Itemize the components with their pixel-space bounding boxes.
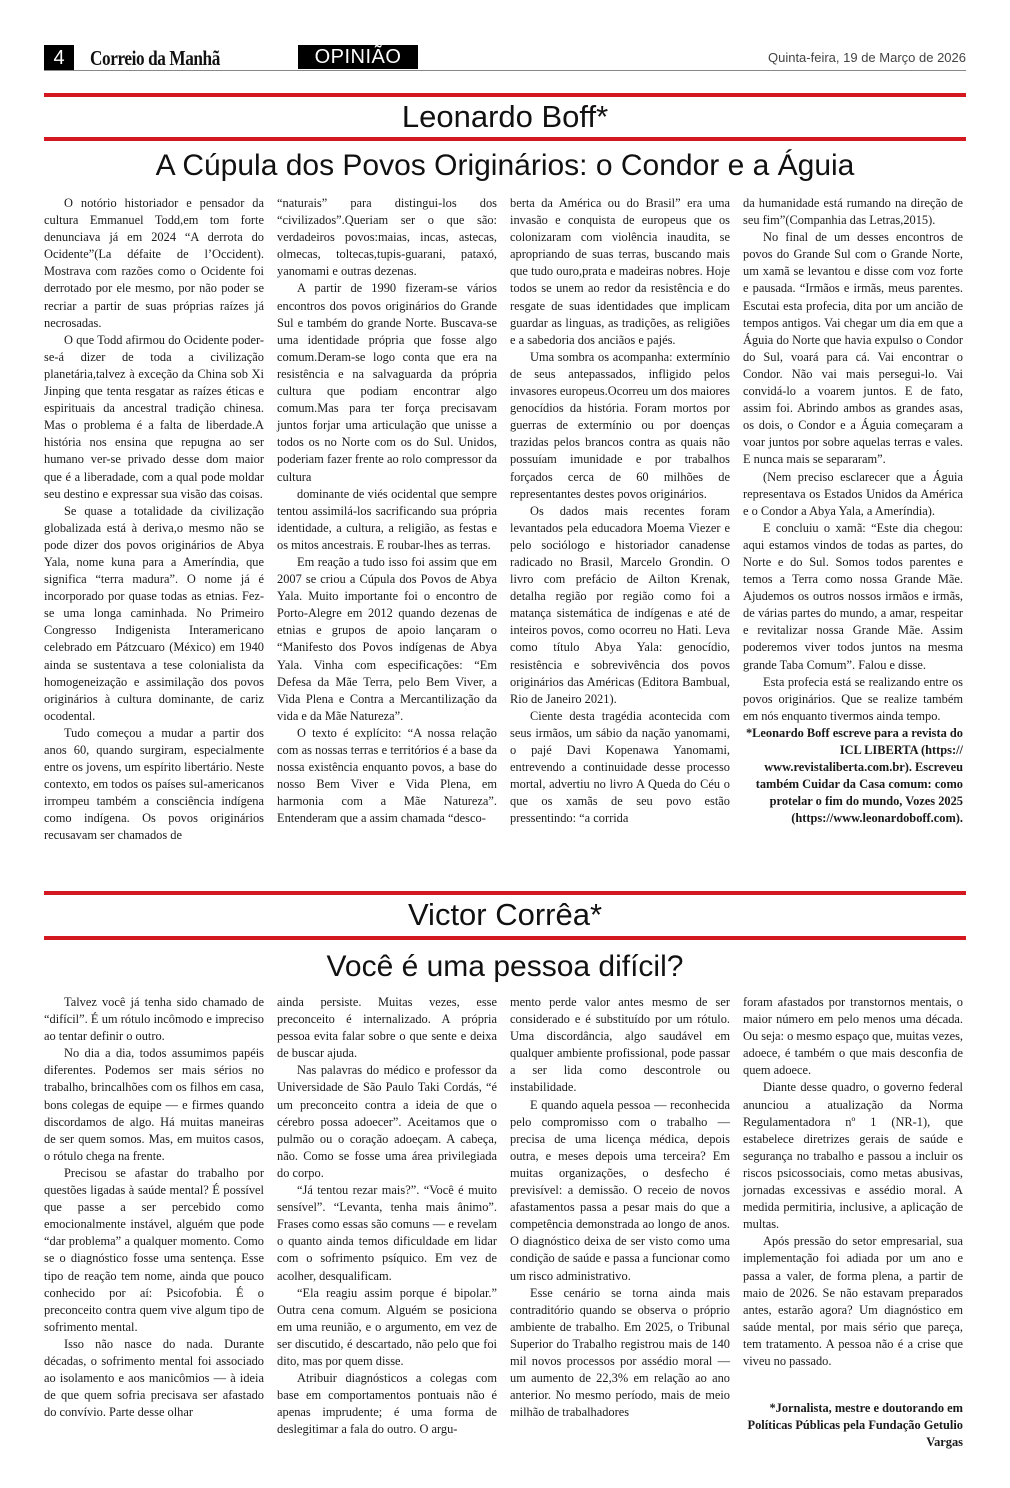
section-label: OPINIÃO [298, 45, 418, 69]
masthead-rule [44, 70, 966, 71]
article-column [277, 994, 497, 1451]
paragraph: No final de um desses encontros de povos do Grande Sul com o Grande Norte, um xamã se levantou e disse com voz forte e pausada. “Irmãos e irmãs, meus parentes. Escutai esta profecia, dita por um ancião de tempos antigos. Vai chegar um dia em que a Águia do Norte que havia expulso o Condor do Sul, voará para cá. Vai encontrar o Condor. Não vai mais persegui-lo. Vai convidá-lo a voarem juntos. E de fato, assim foi. Abrindo ambos as grandes asas, os dois, o Condor e a Águia começaram a voar juntos por sobre aquelas terras e vales. E nunca mais se separaram”. [743, 230, 963, 467]
article-author: Leonardo Boff* [401, 99, 609, 134]
article-column [277, 195, 497, 845]
red-divider [44, 93, 966, 97]
paragraph: dominante de viés ocidental que sempre tentou assimilá-los sacrificando sua própria identidade, a cultura, a religião, as festas e os mitos ancestrais. E roubar-lhes as terras. [277, 486, 497, 552]
paragraph: “Ela reagiu assim porque é bipolar.” Outra cena comum. Alguém se posiciona em uma reunião, e o argumento, em vez de ser discutido, é descartado, não pelo que foi dito, mas por quem disse. [277, 1285, 497, 1368]
paragraph: Esta profecia está se realizando entre os povos originários. Que se realize também em nós enquanto tivermos ainda tempo. [743, 674, 963, 723]
author-note: *Leonardo Boff escreve para a revista do ICL LIBERTA (https:// www.revistaliberta.com.br). Escreveu também Cuidar da Casa comum: como protelar o fim do mundo, Vozes 2025 (https://www.leonardoboff.com). [745, 725, 963, 826]
paragraph: berta da América ou do Brasil” era uma invasão e conquista de europeus que os colonizaram com violência inaudita, se apropriando de suas terras, buscando mais que tudo ouro,prata e madeiras nobres. Hoje todos se unem ao redor da resistência e do resgate de suas identidades que implicam guardar as linguas, as tradições, as religiões e a sabedoria dos anciãos e pajés. [510, 196, 730, 347]
paragraph: E quando aquela pessoa — reconhecida pelo compromisso com o trabalho — precisa de uma licença médica, depois outra, e meses depois uma terceira? Em muitas organizações, o desfecho é previsível: a demissão. O receio de novos afastamentos passa a pesar mais do que a competência demonstrada ao longo de anos. O diagnóstico deixa de ser visto como uma condição de saúde e passa a funcionar como um risco administrativo. [510, 1097, 730, 1283]
article-body [44, 994, 966, 1451]
paragraph: A partir de 1990 fizeram-se vários encontros dos povos originários do Grande Sul e também do grande Norte. Buscava-se uma identidade própria que fosse algo comum.Deram-se logo conta que era na resistência e na salvaguarda da própria cultura que podiam encontrar algo comum.Mas para ter força precisavam juntos forjar uma articulação que unisse a todos os no Norte com os do Sul. Unidos, poderiam fazer frente ao rolo compressor da cultura [277, 281, 497, 484]
paragraph: Nas palavras do médico e professor da Universidade de São Paulo Taki Cordás, “é um preconceito contra a ideia de que o cérebro possa adoecer”. Aceitamos que o pulmão ou o coração adoeçam. A cabeça, não. Como se fosse uma área privilegiada do corpo. [277, 1063, 497, 1180]
newspaper-name: Correio da Manhã [90, 46, 220, 70]
article-author: Victor Corrêa* [407, 897, 603, 932]
paragraph: E concluiu o xamã: “Este dia chegou: aqui estamos vindos de todas as partes, do Norte e do Sul. Somos todos parentes e temos a Terra como nossa Grande Mãe. Ajudemos os outros nossos irmãos e irmãs, de várias partes do mundo, a amar, respeitar e revitalizar nossa Grande Mãe. Assim poderemos viver todos juntos na mesma grande Taba Comum”. Falou e disse. [743, 520, 963, 672]
article-column [44, 195, 264, 845]
paragraph: Se quase a totalidade da civilização globalizada está à deriva,o mesmo não se pode dizer dos povos originários de Abya Yala, nome kuna para a Ameríndia, que significa “terra madura”. O nome já é incorporado por quase todas as etnias. Fez-se uma longa caminhada. No Primeiro Congresso Indigenista Interamericano celebrado em Pátzcuaro (México) em 1940 ainda se sustentava a tese colonialista da homogeneização e assimilação dos povos originários à cultura dominante, de cariz ocodental. [44, 503, 264, 723]
paragraph: O texto é explícito: “A nossa relação com as nossas terras e territórios é a base da nossa existência enquanto povos, a base do nosso Bem Viver e Vida Plena, em harmonia com a Mãe Natureza”. Entenderam que a assim chamada “desco- [277, 725, 497, 826]
paragraph: Em reação a tudo isso foi assim que em 2007 se criou a Cúpula dos Povos de Abya Yala. Muito importante foi o encontro de Porto-Alegre em 2012 quando dezenas de etnias e grupos de apoio lançaram o “Manifesto dos Povos indígenas de Abya Yala. Vinha com especificações: “Em Defesa da Mãe Terra, pelo Bem Viver, a Vida Plena e Contra a Mercantilização da vida e da Mãe Natureza”. [277, 554, 497, 723]
article-headline: Você é uma pessoa difícil? [326, 950, 684, 983]
red-divider [44, 936, 966, 940]
article-body [44, 195, 966, 845]
paragraph: Esse cenário se torna ainda mais contraditório quando se observa o próprio ambiente de trabalho. Em 2025, o Tribunal Superior do Trabalho registrou mais de 140 mil novos processos por assédio moral — um aumento de 22,3% em relação ao ano anterior. No mesmo período, mais de meio milhão de trabalhadores [510, 1285, 730, 1420]
paragraph: Isso não nasce do nada. Durante décadas, o sofrimento mental foi associado ao isolamento e aos manicômios — à ideia de que quem sofria precisava ser afastado do convívio. Parte desse olhar [44, 1336, 264, 1420]
paragraph: foram afastados por transtornos mentais, o maior número em pelo menos uma década. Ou seja: o mesmo espaço que, muitas vezes, adoece, é também o que mais desconfia de quem adoece. [743, 995, 963, 1078]
issue-date: Quinta-feira, 19 de Março de 2026 [767, 50, 966, 65]
article-headline: A Cúpula dos Povos Originários: o Condor e a Águia [155, 149, 855, 182]
article-column [44, 994, 264, 1451]
paragraph: Atribuir diagnósticos a colegas com base em comportamentos pontuais não é apenas imprudente; é uma forma de deslegitimar a fala do outro. O argu- [277, 1371, 497, 1437]
paragraph: Os dados mais recentes foram levantados pela educadora Moema Viezer e pelo sociólogo e historiador canadense radicado no Brasil, Marcelo Grondin. O livro com prefácio de Ailton Krenak, detalha região por região como foi a matança sistemática de indígenas e até de inteiros povos, como ocorreu no Hati. Leva como título Abya Yala: genocídio, resistência e sobrevivência dos povos originários das Américas (Editora Bambual, Rio de Janeiro 2021). [510, 503, 730, 706]
paragraph: Após pressão do setor empresarial, sua implementação foi adiada por um ano e passa a valer, de forma plena, a partir de maio de 2026. Se não estavam preparados antes, estarão agora? Um diagnóstico em saúde mental, por mais sério que pareça, tem tratamento. A pessoa não é a crise que viveu no passado. [743, 1234, 963, 1368]
paragraph: Diante desse quadro, o governo federal anunciou a atualização da Norma Regulamentadora nº 1 (NR-1), que estabelece diretrizes gerais de saúde e segurança no trabalho e passou a incluir os riscos psicossociais, como metas abusivas, jornadas excessivas e assédio moral. A medida permitiria, inclusive, a aplicação de multas. [743, 1080, 963, 1232]
paragraph: da humanidade está rumando na direção de seu fim”(Companhia das Letras,2015). [743, 196, 963, 228]
red-divider [44, 891, 966, 895]
page-number: 4 [44, 45, 74, 71]
author-note: *Jornalista, mestre e doutorando em Políticas Públicas pela Fundação Getulio Vargas [747, 1401, 963, 1450]
paragraph: Uma sombra os acompanha: extermínio de seus antepassados, infligido pelos invasores europeus.Ocorreu um dos maiores genocídios da história. Foram mortos por guerras de extermínio ou por doenças trazidas pelos brancos contra as quais não possuíam imunidade e por trabalhos forçados cerca de 60 milhões de representantes destes povos originários. [510, 349, 730, 501]
paragraph: “naturais” para distingui-los dos “civilizados”.Queriam ser o que são: verdadeiros povos:maias, incas, astecas, olmecas, toltecas,tupis-guarani, pataxó, yanomami e outras dezenas. [277, 196, 497, 279]
paragraph: (Nem preciso esclarecer que a Águia representava os Estados Unidos da América e o Condor a Abya Yala, a Ameríndia). [743, 469, 963, 518]
paragraph: Precisou se afastar do trabalho por questões ligadas à saúde mental? É possível que passe a ser percebido como emocionalmente instável, alguém que pode “dar problema” a qualquer momento. Como se o diagnóstico fosse uma sentença. Esse tipo de reação tem nome, ainda que pouco conhecido por aí: Psicofobia. É o preconceito contra quem vive algum tipo de sofrimento mental. [44, 1165, 264, 1334]
red-divider [44, 137, 966, 141]
article-column [743, 195, 963, 845]
article-column [510, 195, 730, 845]
paragraph: “Já tentou rezar mais?”. “Você é muito sensível”. “Levanta, tenha mais ânimo”. Frases como essas são comuns — e revelam o quanto ainda temos dificuldade em lidar com o sofrimento psíquico. Em vez de acolher, desqualificam. [277, 1183, 497, 1283]
paragraph: Ciente desta tragédia acontecida com seus irmãos, um sábio da nação yanomami, o pajé Davi Kopenawa Yanomami, entrevendo a continuidade desse processo mortal, advertiu no livro A Queda do Céu o que os xamãs de seu povo estão pressentindo: “a corrida [510, 708, 730, 826]
paragraph: ainda persiste. Muitas vezes, esse preconceito é internalizado. A própria pessoa evita falar sobre o que sente e deixa de buscar ajuda. [277, 995, 497, 1061]
article-column [743, 994, 963, 1451]
paragraph: No dia a dia, todos assumimos papéis diferentes. Podemos ser mais sérios no trabalho, brincalhões com os filhos em casa, bons colegas de equipe — e firmes quando discordamos de algo. Há muitas maneiras de ser quem somos. Mas, em muitos casos, o rótulo chega na frente. [44, 1046, 264, 1163]
paragraph: Tudo começou a mudar a partir dos anos 60, quando surgiram, especialmente entre os jovens, um espírito libertário. Neste contexto, em todos os países sul-americanos irrompeu também a consciência indígena como indígena. Os povos originários recusavam ser chamados de [44, 725, 264, 843]
paragraph: Talvez você já tenha sido chamado de “difícil”. É um rótulo incômodo e impreciso ao tentar definir o outro. [44, 995, 264, 1044]
masthead [44, 45, 966, 71]
paragraph: mento perde valor antes mesmo de ser considerado e é substituído por um rótulo. Uma discordância, algo saudável em qualquer ambiente profissional, pode passar a ser lida como descontrole ou instabilidade. [510, 995, 730, 1095]
paragraph: O que Todd afirmou do Ocidente poder-se-á dizer de toda a civilização planetária,talvez à exceção da China sob Xi Jinping que tenta resgatar as raízes éticas e espirituais da ancestral tradição chinesa. Mas o problema é a falta de liberdade.A história nos ensina que repugna ao ser humano ver-se privado desse dom maior que é a liberadade, com a qual pode moldar seu destino e expressar sua visão das coisas. [44, 332, 264, 501]
article-column [510, 994, 730, 1451]
paragraph: O notório historiador e pensador da cultura Emmanuel Todd,em tom forte denunciava já em 2024 “A derrota do Ocidente”(La défaite de l’Occident). Mostrava com razões como o Ocidente foi derrotado por ele mesmo, por não poder se recriar a partir de suas próprias raízes já necrosadas. [44, 196, 264, 330]
